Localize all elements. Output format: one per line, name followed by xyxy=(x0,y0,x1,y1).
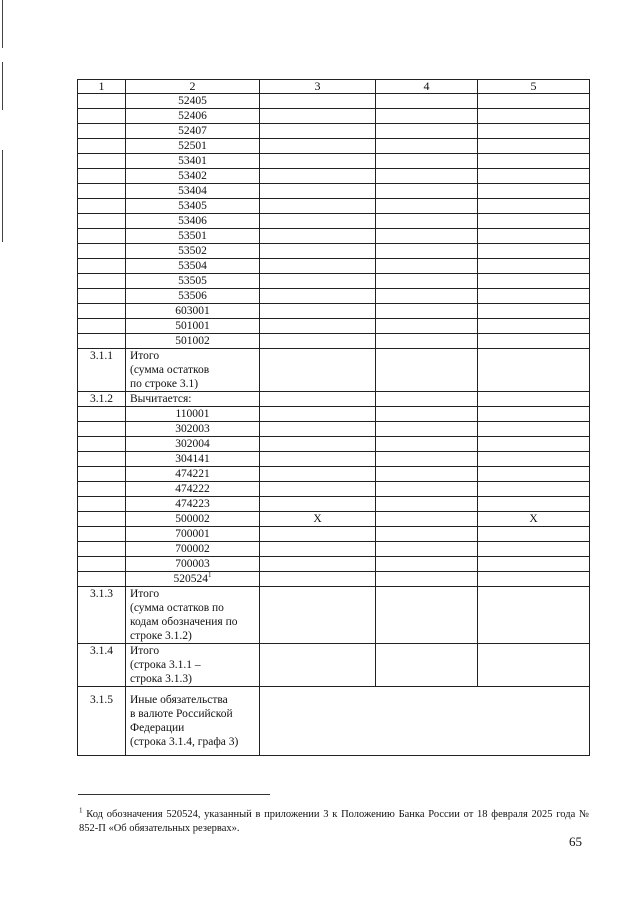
value-cell xyxy=(376,644,478,687)
value-cell xyxy=(376,512,478,527)
value-cell xyxy=(260,169,376,184)
value-cell: X xyxy=(260,512,376,527)
value-cell xyxy=(376,437,478,452)
code-row xyxy=(78,437,590,452)
code-row xyxy=(78,154,590,169)
row-label-line: Итого xyxy=(130,588,160,600)
value-cell xyxy=(478,497,590,512)
code-cell xyxy=(126,467,260,482)
row-number xyxy=(78,139,126,154)
value-cell xyxy=(478,437,590,452)
code-value: 302003 xyxy=(175,423,210,435)
row-label-line: (строка 3.1.4, графа 3) xyxy=(130,736,239,748)
row-label-line: в валюте Российской xyxy=(130,708,233,720)
row-label-line: Итого xyxy=(130,645,160,657)
value-cell xyxy=(478,644,590,687)
value-cell xyxy=(260,139,376,154)
value-cell xyxy=(376,304,478,319)
header-cell: 1 xyxy=(78,80,126,94)
footnote-text: Код обозначения 520524, указанный в приложении 3 к Положению Банка России от 18 февраля 2025 года № 852-П «Об обязательных резервах». xyxy=(79,809,589,834)
value-cell xyxy=(376,497,478,512)
value-cell xyxy=(376,482,478,497)
footnote xyxy=(79,808,589,836)
row-3-1-4 xyxy=(78,644,590,687)
reserve-table xyxy=(77,79,590,756)
row-number xyxy=(78,154,126,169)
value-cell xyxy=(478,94,590,109)
row-3-1-1 xyxy=(78,349,590,392)
row-label-line: (сумма остатков xyxy=(130,364,210,376)
row-number xyxy=(78,274,126,289)
value-cell xyxy=(260,94,376,109)
value-cell xyxy=(376,334,478,349)
row-number xyxy=(78,199,126,214)
code-cell: 53502 xyxy=(126,244,260,259)
footnote-separator xyxy=(78,794,270,795)
row-label-line: строка 3.1.3) xyxy=(130,673,192,685)
value-cell xyxy=(478,169,590,184)
value-cell xyxy=(478,214,590,229)
value-cell xyxy=(376,422,478,437)
row-label: Вычитается: xyxy=(126,392,260,407)
footnote-marker: 1 xyxy=(79,806,83,815)
value-cell xyxy=(478,139,590,154)
value-cell xyxy=(478,184,590,199)
value-cell xyxy=(260,587,376,644)
code-cell xyxy=(126,422,260,437)
margin-mark xyxy=(2,0,3,48)
section-311-body xyxy=(78,349,590,407)
value-cell xyxy=(478,334,590,349)
value-cell xyxy=(376,542,478,557)
code-cell: 53506 xyxy=(126,289,260,304)
value-cell xyxy=(478,229,590,244)
row-number xyxy=(78,482,126,497)
code-row xyxy=(78,109,590,124)
value-cell xyxy=(376,527,478,542)
deduct-codes-body xyxy=(78,407,590,587)
value-cell xyxy=(478,154,590,169)
row-number xyxy=(78,407,126,422)
row-label-line: Иные обязательства xyxy=(130,694,228,706)
code-cell: 501001 xyxy=(126,319,260,334)
value-cell: X xyxy=(478,512,590,527)
code-cell xyxy=(126,497,260,512)
code-row xyxy=(78,124,590,139)
row-number xyxy=(78,319,126,334)
value-cell xyxy=(260,124,376,139)
row-label-line: (строка 3.1.1 – xyxy=(130,659,201,671)
code-cell: 603001 xyxy=(126,304,260,319)
row-label-line: строке 3.1.2) xyxy=(130,630,192,642)
row-number xyxy=(78,497,126,512)
value-cell xyxy=(478,542,590,557)
code-row xyxy=(78,139,590,154)
value-cell xyxy=(376,274,478,289)
code-row xyxy=(78,289,590,304)
code-cell: 52501 xyxy=(126,139,260,154)
code-cell xyxy=(126,512,260,527)
code-row xyxy=(78,199,590,214)
value-cell xyxy=(260,154,376,169)
code-cell: 53402 xyxy=(126,169,260,184)
value-cell xyxy=(376,229,478,244)
code-cell xyxy=(126,542,260,557)
margin-mark xyxy=(2,62,3,110)
value-cell xyxy=(260,572,376,587)
merged-value-cell xyxy=(260,687,590,756)
row-number xyxy=(78,452,126,467)
value-cell xyxy=(478,289,590,304)
code-row xyxy=(78,169,590,184)
code-row xyxy=(78,94,590,109)
value-cell xyxy=(478,109,590,124)
code-row xyxy=(78,184,590,199)
code-cell: 53401 xyxy=(126,154,260,169)
code-cell xyxy=(126,407,260,422)
value-cell xyxy=(260,452,376,467)
code-cell: 52405 xyxy=(126,94,260,109)
value-cell xyxy=(478,259,590,274)
code-row xyxy=(78,467,590,482)
value-cell xyxy=(478,557,590,572)
value-cell xyxy=(376,587,478,644)
page-number: 65 xyxy=(569,834,582,849)
row-label-line: по строке 3.1) xyxy=(130,378,199,390)
value-cell xyxy=(478,244,590,259)
row-number xyxy=(78,124,126,139)
value-cell xyxy=(376,94,478,109)
value-cell xyxy=(260,229,376,244)
value-cell xyxy=(260,334,376,349)
value-cell xyxy=(478,467,590,482)
value-cell xyxy=(478,319,590,334)
code-value: 500002 xyxy=(175,513,210,525)
row-number xyxy=(78,437,126,452)
value-cell xyxy=(376,169,478,184)
code-row xyxy=(78,572,590,587)
code-cell xyxy=(126,572,260,587)
row-number xyxy=(78,109,126,124)
row-number xyxy=(78,289,126,304)
code-value: 700001 xyxy=(175,528,210,540)
code-row xyxy=(78,244,590,259)
value-cell xyxy=(478,124,590,139)
code-value: 302004 xyxy=(175,438,210,450)
code-row xyxy=(78,229,590,244)
value-cell xyxy=(260,214,376,229)
value-cell xyxy=(260,289,376,304)
value-cell xyxy=(376,139,478,154)
value-cell xyxy=(260,497,376,512)
code-row xyxy=(78,304,590,319)
value-cell xyxy=(478,199,590,214)
row-number xyxy=(78,259,126,274)
row-number xyxy=(78,334,126,349)
value-cell xyxy=(376,109,478,124)
value-cell xyxy=(376,319,478,334)
value-cell xyxy=(478,407,590,422)
header-cell: 5 xyxy=(478,80,590,94)
table-header-row xyxy=(78,80,590,94)
value-cell xyxy=(376,184,478,199)
value-cell xyxy=(478,422,590,437)
value-cell xyxy=(260,259,376,274)
row-number: 3.1.1 xyxy=(78,349,126,392)
value-cell xyxy=(376,214,478,229)
row-label xyxy=(126,587,260,644)
code-row xyxy=(78,482,590,497)
footnote-ref: 1 xyxy=(208,571,212,580)
row-label-line: Федерации xyxy=(130,722,185,734)
code-row xyxy=(78,319,590,334)
value-cell xyxy=(260,467,376,482)
value-cell xyxy=(260,184,376,199)
code-cell: 53505 xyxy=(126,274,260,289)
code-row xyxy=(78,452,590,467)
code-row xyxy=(78,557,590,572)
row-3-1-5 xyxy=(78,687,590,756)
row-number xyxy=(78,422,126,437)
value-cell xyxy=(260,422,376,437)
value-cell xyxy=(260,109,376,124)
value-cell xyxy=(260,304,376,319)
value-cell xyxy=(260,482,376,497)
value-cell xyxy=(376,392,478,407)
code-cell: 53504 xyxy=(126,259,260,274)
value-cell xyxy=(260,437,376,452)
value-cell xyxy=(260,199,376,214)
value-cell xyxy=(376,557,478,572)
row-label-line: кодам обозначения по xyxy=(130,616,238,628)
value-cell xyxy=(260,274,376,289)
row-number xyxy=(78,94,126,109)
value-cell xyxy=(376,349,478,392)
row-number xyxy=(78,572,126,587)
value-cell xyxy=(478,349,590,392)
value-cell xyxy=(376,289,478,304)
row-label xyxy=(126,644,260,687)
code-cell: 52407 xyxy=(126,124,260,139)
row-number xyxy=(78,169,126,184)
code-cell xyxy=(126,452,260,467)
value-cell xyxy=(478,304,590,319)
value-cell xyxy=(260,244,376,259)
row-number: 3.1.2 xyxy=(78,392,126,407)
value-cell xyxy=(260,319,376,334)
code-row xyxy=(78,422,590,437)
code-value: 304141 xyxy=(175,453,210,465)
value-cell xyxy=(260,557,376,572)
code-cell xyxy=(126,557,260,572)
code-cell xyxy=(126,437,260,452)
code-cell xyxy=(126,527,260,542)
code-row xyxy=(78,259,590,274)
row-number xyxy=(78,214,126,229)
code-cell: 53405 xyxy=(126,199,260,214)
code-cell xyxy=(126,482,260,497)
value-cell xyxy=(376,244,478,259)
value-cell xyxy=(376,572,478,587)
value-cell xyxy=(376,407,478,422)
code-value: 474222 xyxy=(175,483,210,495)
row-label xyxy=(126,687,260,756)
row-number xyxy=(78,229,126,244)
value-cell xyxy=(478,452,590,467)
code-row xyxy=(78,214,590,229)
row-number: 3.1.4 xyxy=(78,644,126,687)
row-number xyxy=(78,467,126,482)
code-cell: 53501 xyxy=(126,229,260,244)
code-cell: 53406 xyxy=(126,214,260,229)
code-cell: 53404 xyxy=(126,184,260,199)
top-codes-body xyxy=(78,94,590,349)
code-cell: 501002 xyxy=(126,334,260,349)
header-cell: 3 xyxy=(260,80,376,94)
header-cell: 4 xyxy=(376,80,478,94)
value-cell xyxy=(478,274,590,289)
row-number: 3.1.3 xyxy=(78,587,126,644)
code-value: 520524 xyxy=(173,573,208,585)
code-value: 110001 xyxy=(175,408,210,420)
value-cell xyxy=(376,154,478,169)
row-number xyxy=(78,244,126,259)
code-row xyxy=(78,512,590,527)
row-label-line: (сумма остатков по xyxy=(130,602,224,614)
code-row xyxy=(78,334,590,349)
row-number: 3.1.5 xyxy=(78,687,126,756)
row-number xyxy=(78,184,126,199)
code-row xyxy=(78,497,590,512)
margin-mark xyxy=(2,150,3,242)
header-cell: 2 xyxy=(126,80,260,94)
code-cell: 52406 xyxy=(126,109,260,124)
code-row xyxy=(78,542,590,557)
row-3-1-3 xyxy=(78,587,590,644)
row-number xyxy=(78,512,126,527)
row-label xyxy=(126,349,260,392)
row-number xyxy=(78,527,126,542)
totals-body xyxy=(78,587,590,756)
value-cell xyxy=(376,124,478,139)
value-cell xyxy=(478,587,590,644)
code-value: 700002 xyxy=(175,543,210,555)
code-value: 474221 xyxy=(175,468,210,480)
value-cell xyxy=(376,259,478,274)
row-number xyxy=(78,542,126,557)
value-cell xyxy=(478,527,590,542)
value-cell xyxy=(260,407,376,422)
code-value: 700003 xyxy=(175,558,210,570)
value-cell xyxy=(376,452,478,467)
value-cell xyxy=(478,572,590,587)
value-cell xyxy=(478,392,590,407)
code-row xyxy=(78,527,590,542)
value-cell xyxy=(260,349,376,392)
value-cell xyxy=(260,527,376,542)
value-cell xyxy=(376,467,478,482)
code-value: 474223 xyxy=(175,498,210,510)
row-number xyxy=(78,557,126,572)
row-number xyxy=(78,304,126,319)
row-3-1-2 xyxy=(78,392,590,407)
value-cell xyxy=(260,644,376,687)
row-label-line: Итого xyxy=(130,350,160,362)
code-row xyxy=(78,407,590,422)
value-cell xyxy=(260,392,376,407)
value-cell xyxy=(478,482,590,497)
value-cell xyxy=(260,542,376,557)
value-cell xyxy=(376,199,478,214)
code-row xyxy=(78,274,590,289)
